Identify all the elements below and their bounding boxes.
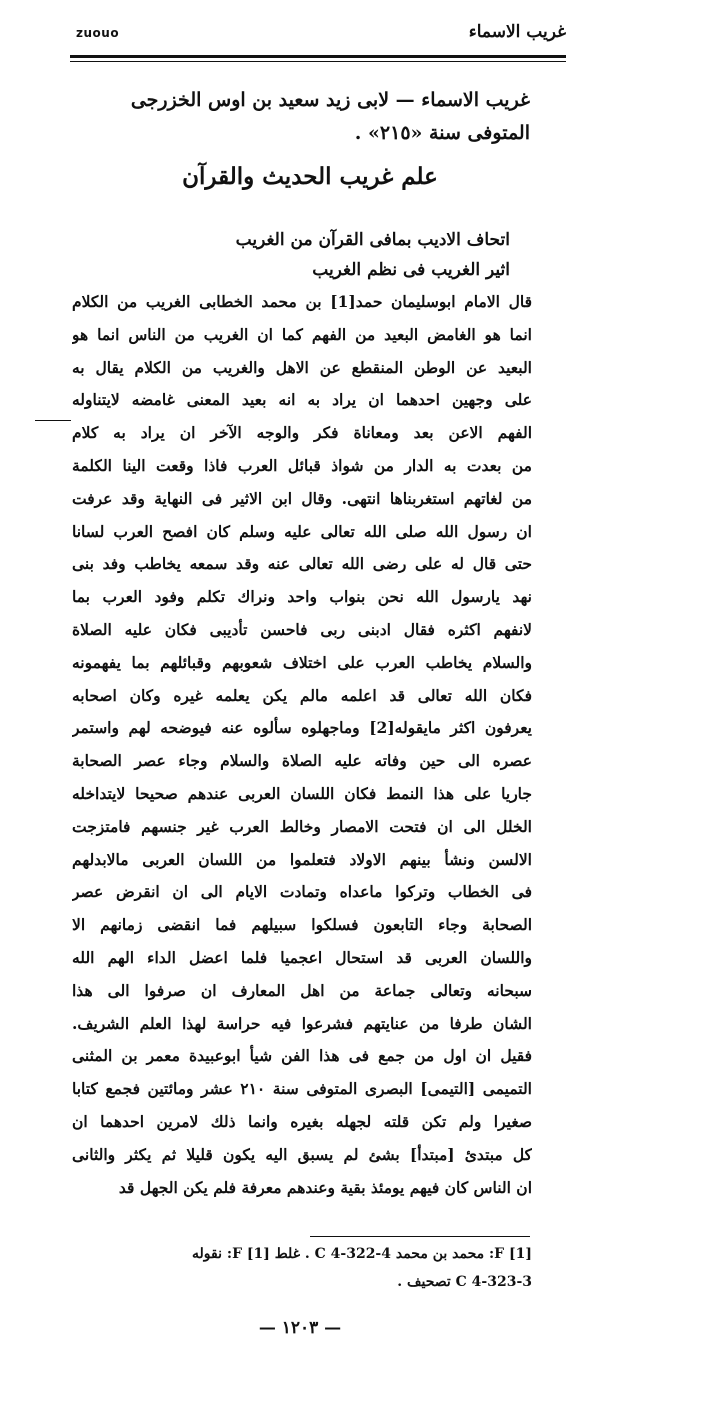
body-line: من بعدت به الدار من شواذ قبائل العرب فاذا وقعت الينا الكلمة bbox=[72, 455, 532, 475]
body-line: ان الناس كان فيهم يومئذ بقية وعندهم معرفة فلم يكن الجهل قد bbox=[118, 1177, 532, 1197]
body-line: حتى قال له على رضى الله تعالى عنه وقد سمعه يخاطب وفد بنى bbox=[72, 554, 532, 574]
body-line: الصحابة وجاء التابعون فسلكوا سبيلهم فما انقضى زمانهم الا bbox=[72, 915, 532, 935]
page-number: — ١٢٠٣ — bbox=[258, 1318, 342, 1338]
book-titles bbox=[90, 225, 530, 285]
running-header bbox=[76, 22, 566, 48]
body-line: الخلل الى ان فتحت الامصار وخالط العرب غير جنسهم فامتزجت bbox=[72, 816, 532, 836]
body-line: نهد يارسول الله نحن بنواب واحد ونراك تكلم وفود العرب بما bbox=[72, 587, 532, 607]
body-line: جاريا على هذا النمط فكان اللسان العربى عندهم صحيحا لايتداخله bbox=[72, 783, 532, 803]
body-line: الفهم الاعن بعد ومعاناة فكر والوجه الآخر ان يراد به كلام bbox=[72, 423, 532, 443]
body-line: على وجهين احدهما ان يراد به انه بعيد المعنى غامضه لايتناوله bbox=[72, 390, 532, 410]
margin-mark bbox=[35, 420, 71, 421]
book-title: اثير الغريب فى نظم الغريب bbox=[312, 260, 510, 280]
footnote-rule bbox=[310, 1236, 530, 1237]
body-line: قال الامام ابوسليمان حمد[1] بن محمد الخطابى الغريب من الكلام bbox=[72, 292, 532, 311]
body-line: من لغاتهم استغربناها انتهى. وقال ابن الاثير فى النهاية وقد عرفت bbox=[72, 488, 532, 508]
body-line: واللسان العربى قد استحال اعجميا فلما اعضل الداء الهم الله bbox=[72, 947, 532, 967]
body-line: صغيرا ولم تكن قلته لجهله بغيره وانما ذلك لامرين احدهما ان bbox=[72, 1111, 532, 1131]
body-line: التميمى [التيمى] البصرى المتوفى سنة ٢١٠ عشر ومائتين فجمع كتابا bbox=[72, 1079, 532, 1099]
header-title: غريب الاسماء bbox=[468, 22, 566, 42]
footnote-line: [1] F: محمد بن محمد C 4-322-4 . غلط [1] F: نقوله bbox=[192, 1246, 532, 1262]
header-rule-thick bbox=[70, 55, 566, 58]
footnote-line: C 4-323-3 تصحيف . bbox=[397, 1274, 532, 1290]
body-line: فقيل ان اول من جمع فى هذا الفن شيأ ابوعبيدة معمر بن المثنى bbox=[72, 1046, 532, 1066]
body-line: البعيد عن الوطن المنقطع عن الاهل والغريب من الكلام يقال به bbox=[72, 357, 532, 377]
intro-entry: غريب الاسماء — لابى زيد سعيد بن اوس الخزرجى المتوفى سنة «٢١٥» . bbox=[130, 89, 530, 144]
body-line: الشان طرفا من عنايتهم فشرعوا فيه حراسة لهذا العلم الشريف. bbox=[72, 1013, 532, 1033]
body-text bbox=[72, 286, 532, 1204]
header-code: zuouo bbox=[76, 26, 120, 40]
body-line: والسلام يخاطب العرب على اختلاف شعوبهم وقبائلهم بما يفهمونه bbox=[72, 652, 532, 672]
header-rule-thin bbox=[70, 61, 566, 62]
body-line: عصره الى حين وفاته عليه الصلاة والسلام وجاء عصر الصحابة bbox=[72, 751, 532, 771]
body-line: فى الخطاب وتركوا ماعداه وتمادت الايام الى ان انقرض عصر bbox=[72, 882, 532, 902]
body-line: يعرفون اكثر مايقوله[2] وماجهلوه سألوه عنه فيوضحه لهم واستمر bbox=[72, 718, 532, 738]
body-line: لانفهم اكثره فقال ادبنى ربى فاحسن تأديبى فكان عليه الصلاة bbox=[72, 619, 532, 639]
body-line: انما هو الغامض البعيد من الفهم كما ان الغريب من الناس انما هو bbox=[72, 324, 532, 344]
body-line: الالسن ونشأ بينهم الاولاد فتعلموا من اللسان العربى مالابدلهم bbox=[72, 849, 532, 869]
body-line: سبحانه وتعالى جماعة من اهل المعارف ان صرفوا الى هذا bbox=[72, 980, 532, 1000]
body-line: كل مبتدئ [مبتدأ] بشئ لم يسبق اليه يكون قليلا ثم يكثر والثانى bbox=[72, 1144, 532, 1164]
section-heading: علم غريب الحديث والقرآن bbox=[182, 163, 438, 190]
book-title: اتحاف الاديب بمافى القرآن من الغريب bbox=[235, 230, 510, 250]
body-line: فكان الله تعالى قد اعلمه مالم يكن يعلمه غيره وكان اصحابه bbox=[72, 685, 532, 705]
footnotes bbox=[82, 1240, 532, 1296]
body-line: ان رسول الله صلى الله تعالى عليه وسلم كان افصح العرب لسانا bbox=[72, 521, 532, 541]
